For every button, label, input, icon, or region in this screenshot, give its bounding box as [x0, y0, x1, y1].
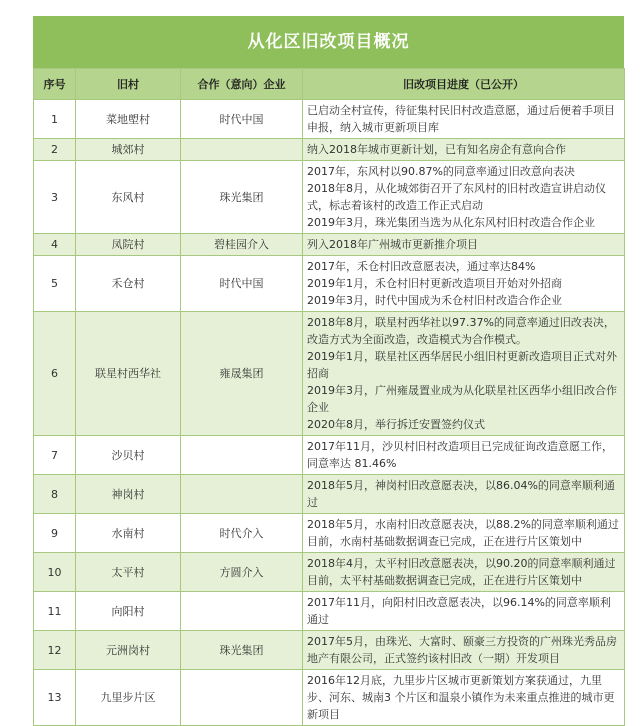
progress-line: 2017年5月，由珠光、大富时、颐豪三方投资的广州珠光秀品房地产有限公司，正式签约该村旧改（一期）开发项目: [307, 635, 617, 665]
progress-line: 2017年11月，沙贝村旧村改造项目已完成征询改造意愿工作，同意率达 81.46%: [307, 440, 613, 470]
progress-line: 2020年8月，举行拆迁安置签约仪式: [307, 418, 485, 431]
progress-line: 2018年5月，水南村旧改意愿表决，以88.2%的同意率顺利通过: [307, 518, 619, 531]
table-row: [34, 312, 625, 436]
partner-company: 珠光集团: [181, 161, 303, 234]
village-name: 神岗村: [76, 475, 181, 514]
progress-line: 2018年8月，从化城郊街召开了东风村的旧村改造宣讲启动仪式，标志着该村的改造工作正式启动: [307, 182, 606, 212]
table-row: [34, 161, 625, 234]
progress-line: 纳入2018年城市更新计划，已有知名房企有意向合作: [307, 143, 566, 156]
row-number: 3: [34, 161, 76, 234]
partner-company: [181, 592, 303, 631]
table-row: [34, 436, 625, 475]
table-row: [34, 514, 625, 553]
progress-line: 目前，太平村基础数据调查已完成，正在进行片区策划中: [307, 574, 582, 587]
table-row: [34, 592, 625, 631]
header-village: 旧村: [76, 69, 181, 100]
progress-cell: [303, 592, 625, 631]
progress-line: 2017年，东风村以90.87%的同意率通过旧改意向表决: [307, 165, 575, 178]
progress-cell: [303, 631, 625, 670]
progress-line: 2016年12月底，九里步片区城市更新策划方案获通过，九里步、河东、城南3 个片区和温泉小镇作为未来重点推进的城市更新项目: [307, 674, 615, 721]
partner-company: [181, 475, 303, 514]
row-number: 9: [34, 514, 76, 553]
village-name: 元洲岗村: [76, 631, 181, 670]
table-row: [34, 100, 625, 139]
progress-cell: [303, 234, 625, 256]
village-name: 九里步片区: [76, 670, 181, 726]
partner-company: 碧桂园介入: [181, 234, 303, 256]
table-row: [34, 475, 625, 514]
header-row: [34, 69, 625, 100]
row-number: 2: [34, 139, 76, 161]
table-title: 从化区旧改项目概况: [33, 16, 624, 68]
progress-line: 2017年，禾仓村旧改意愿表决，通过率达84%: [307, 260, 536, 273]
village-name: 太平村: [76, 553, 181, 592]
partner-company: [181, 139, 303, 161]
progress-line: 2019年1月，禾仓村旧村更新改造项目开始对外招商: [307, 277, 562, 290]
table-row: [34, 631, 625, 670]
partner-company: 时代介入: [181, 514, 303, 553]
table-row: [34, 670, 625, 726]
village-name: 沙贝村: [76, 436, 181, 475]
village-name: 菜地塱村: [76, 100, 181, 139]
progress-cell: [303, 100, 625, 139]
progress-cell: [303, 553, 625, 592]
table-row: [34, 553, 625, 592]
partner-company: [181, 436, 303, 475]
progress-cell: [303, 670, 625, 726]
progress-cell: [303, 256, 625, 312]
progress-line: 2019年3月，时代中国成为禾仓村旧村改造合作企业: [307, 294, 562, 307]
progress-line: 2019年3月，珠光集团当选为从化东风村旧村改造合作企业: [307, 216, 595, 229]
village-name: 水南村: [76, 514, 181, 553]
header-progress: 旧改项目进度（已公开）: [303, 69, 625, 100]
table-row: [34, 234, 625, 256]
row-number: 10: [34, 553, 76, 592]
progress-line: 2019年3月，广州雍晟置业成为从化联星社区西华小组旧改合作企业: [307, 384, 617, 414]
progress-line: 目前，水南村基础数据调查已完成，正在进行片区策划中: [307, 535, 582, 548]
table-row: [34, 256, 625, 312]
row-number: 8: [34, 475, 76, 514]
village-name: 城郊村: [76, 139, 181, 161]
progress-line: 2019年1月，联星社区西华居民小组旧村更新改造项目正式对外招商: [307, 350, 617, 380]
progress-line: 2018年8月，联星村西华社以97.37%的同意率通过旧改表决，改造方式为全面改造，改造模式为合作模式。: [307, 316, 615, 346]
progress-line: 2018年5月，神岗村旧改意愿表决，以86.04%的同意率顺利通过: [307, 479, 615, 509]
progress-line: 列入2018年广州城市更新推介项目: [307, 238, 478, 251]
row-number: 4: [34, 234, 76, 256]
partner-company: 方圆介入: [181, 553, 303, 592]
village-name: 向阳村: [76, 592, 181, 631]
progress-cell: [303, 139, 625, 161]
row-number: 6: [34, 312, 76, 436]
village-name: 东风村: [76, 161, 181, 234]
partner-company: 时代中国: [181, 256, 303, 312]
progress-cell: [303, 161, 625, 234]
partner-company: 珠光集团: [181, 631, 303, 670]
progress-line: 已启动全村宣传，待征集村民旧村改造意愿，通过后便着手项目申报，纳入城市更新项目库: [307, 104, 615, 134]
header-partner: 合作（意向）企业: [181, 69, 303, 100]
row-number: 1: [34, 100, 76, 139]
partner-company: [181, 670, 303, 726]
progress-cell: [303, 312, 625, 436]
progress-cell: [303, 514, 625, 553]
village-name: 禾仓村: [76, 256, 181, 312]
progress-cell: [303, 475, 625, 514]
progress-line: 2018年4月，太平村旧改意愿表决，以90.20的同意率顺利通过: [307, 557, 616, 570]
progress-line: 2017年11月，向阳村旧改意愿表决，以96.14%的同意率顺利通过: [307, 596, 611, 626]
table-row: [34, 139, 625, 161]
partner-company: 雍晟集团: [181, 312, 303, 436]
document-frame: [33, 16, 624, 726]
progress-cell: [303, 436, 625, 475]
row-number: 7: [34, 436, 76, 475]
header-no: 序号: [34, 69, 76, 100]
partner-company: 时代中国: [181, 100, 303, 139]
row-number: 12: [34, 631, 76, 670]
village-name: 凤院村: [76, 234, 181, 256]
row-number: 13: [34, 670, 76, 726]
village-name: 联星村西华社: [76, 312, 181, 436]
table-body: [34, 100, 625, 726]
project-table: [33, 68, 625, 726]
row-number: 11: [34, 592, 76, 631]
row-number: 5: [34, 256, 76, 312]
